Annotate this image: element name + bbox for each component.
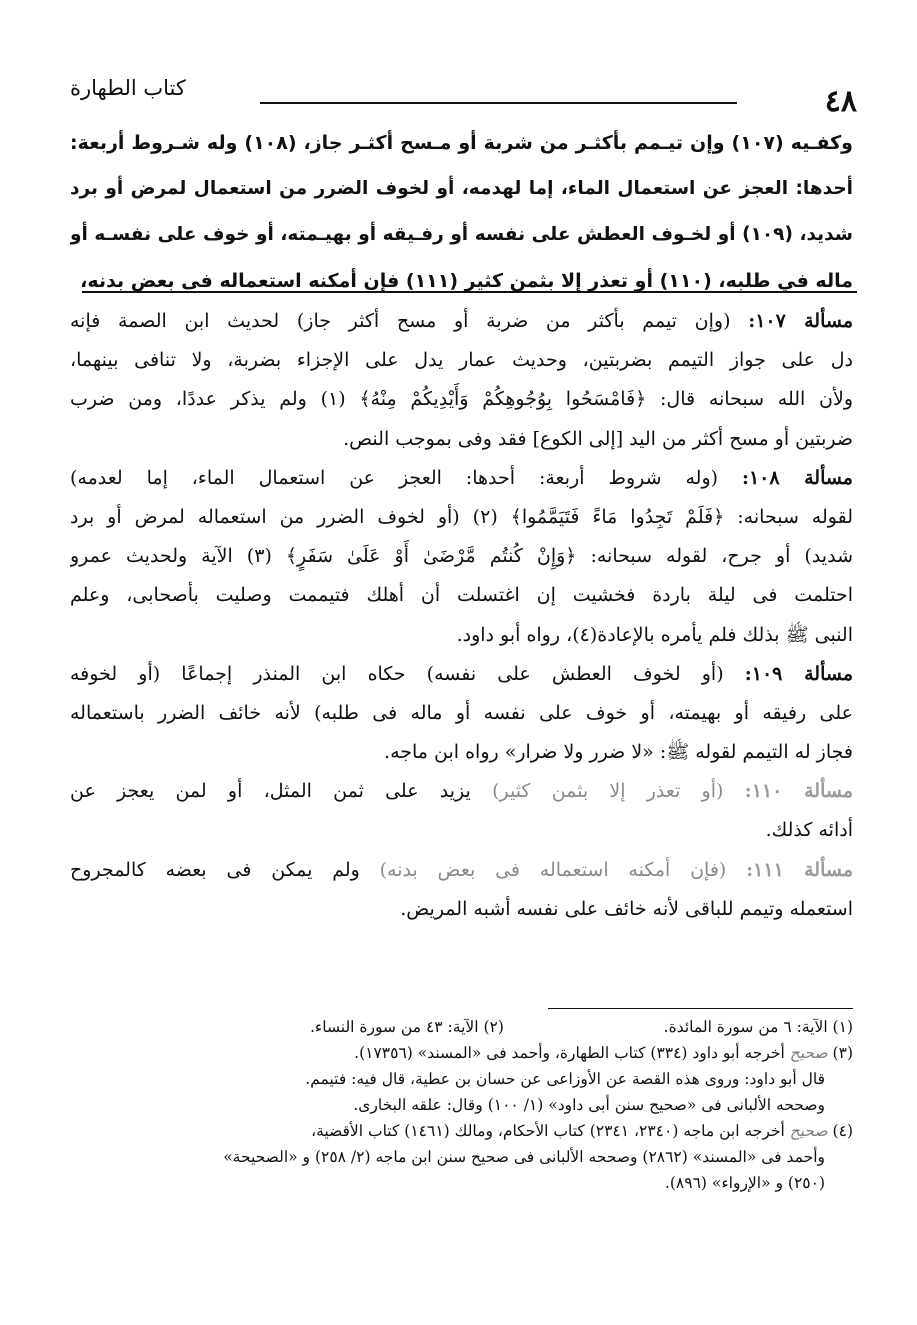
issue-first-line xyxy=(70,302,853,341)
issue-111 xyxy=(70,851,853,929)
issue-label: مسألة ١٠٩: xyxy=(744,662,853,685)
issue-text: ولم يمكن فى بعضه كالمجروح xyxy=(70,858,360,881)
page-number: ٤٨ xyxy=(824,84,857,119)
page-header xyxy=(70,70,857,119)
issue-line: شديد) أو جرح، لقوله سبحانه: ﴿وَإِنْ كُنتُم مَّرْضَىٰ أَوْ عَلَىٰ سَفَرٍ﴾ (٣) الآية ولحديث عمرو xyxy=(70,545,853,568)
matn-separator xyxy=(82,291,857,293)
issue-label: مسألة ١١٠: xyxy=(744,780,853,803)
issue-text: (وإن تيمم بأكثر من ضربة أو مسح أكثر جاز) لحديث ابن الصمة فإنه xyxy=(70,310,731,332)
footnote-number: (٤) xyxy=(832,1122,853,1140)
footnote-3-line: قال أبو داود: وروى هذه القصة عن الأوزاعى عن حسان بن عطية، قال فيه: فتيمم. xyxy=(305,1070,825,1088)
issue-first-line xyxy=(70,772,853,811)
issue-line: على رفيقه أو بهيمته، أو خوف على نفسه أو ماله فى طلبه) لأنه خائف الضرر باستعماله xyxy=(70,701,853,724)
issue-label: مسألة ١٠٧: xyxy=(748,310,853,332)
issue-line: احتلمت فى ليلة باردة فخشيت إن اغتسلت أن أهلك فتيممت وصليت بأصحابى، وعلم xyxy=(70,584,853,607)
issue-107 xyxy=(70,302,853,459)
footnote-separator xyxy=(548,1008,853,1009)
issue-line: أدائه كذلك. xyxy=(765,819,853,842)
issue-line: النبى ﷺ بذلك فلم يأمره بالإعادة(٤)، رواه أبو داود. xyxy=(456,623,853,646)
footnote-text: أخرجه ابن ماجه (٢٣٤٠، ٢٣٤١) كتاب الأحكام، ومالك (١٤٦١) كتاب الأقضية، xyxy=(311,1122,785,1140)
footnote-4-line: وأحمد فى «المسند» (٢٨٦٢) وصححه الألبانى فى صحيح سنن ابن ماجه (٢/ ٢٥٨) و «الصحيحة» xyxy=(223,1148,825,1166)
grade-stamp: صحيح xyxy=(789,1044,828,1062)
footnote-4 xyxy=(70,1118,853,1144)
issue-109 xyxy=(70,655,853,773)
matn-line: ماله في طلبه، (١١٠) أو تعذر إلا بثمن كثير (١١١) فإن أمكنه استعماله فى بعض بدنه، xyxy=(80,270,853,292)
issue-line: ضربتين أو مسح أكثر من اليد [إلى الكوع] فقد وفى بموجب النص. xyxy=(343,427,853,450)
footnote-2: (٢) الآية: ٤٣ من سورة النساء. xyxy=(310,1018,504,1036)
issue-110 xyxy=(70,772,853,850)
issue-first-line xyxy=(70,655,853,694)
matn-line: أحدها: العجز عن استعمال الماء، إما لهدمه، أو لخوف الضرر من استعمال لمرض أو برد xyxy=(70,178,853,199)
matn-text xyxy=(70,120,853,304)
issue-line: استعمله وتيمم للباقى لأنه خائف على نفسه أشبه المريض. xyxy=(400,897,853,920)
issue-line: دل على جواز التيمم بضربتين، وحديث عمار يدل على الإجزاء بضربة، ولا تنافى بينهما، xyxy=(70,349,853,372)
issue-text: يزيد على ثمن المثل، أو لمن يعجز عن xyxy=(70,780,471,803)
footnote-pair xyxy=(70,1014,853,1040)
footnote-number: (٣) xyxy=(832,1044,853,1062)
issue-faded-quote: (أو تعذر إلا بثمن كثير) xyxy=(492,780,724,803)
issue-line: لقوله سبحانه: ﴿فَلَمْ تَجِدُوا مَاءً فَتَيَمَّمُوا﴾ (٢) (أو لخوف الضرر من استعماله لمرض أو برد xyxy=(70,505,853,528)
book-title: كتاب الطهارة xyxy=(70,76,186,100)
issue-text: (أو لخوف العطش على نفسه) حكاه ابن المنذر إجماعًا (أو لخوفه xyxy=(70,662,724,685)
issue-label: مسألة ١١١: xyxy=(746,858,853,881)
header-rule xyxy=(260,102,737,104)
issue-first-line xyxy=(70,851,853,890)
issue-faded-quote: (فإن أمكنه استعماله فى بعض بدنه) xyxy=(379,858,727,881)
commentary xyxy=(70,302,853,929)
issue-label: مسألة ١٠٨: xyxy=(741,466,853,489)
footnote-1: (١) الآية: ٦ من سورة المائدة. xyxy=(663,1018,853,1036)
footnotes xyxy=(70,1014,853,1196)
issue-line: فجاز له التيمم لقوله ﷺ: «لا ضرر ولا ضرار» رواه ابن ماجه. xyxy=(384,741,853,764)
matn-line: وكفـيه (١٠٧) وإن تيـمم بأكثـر من شربة أو مـسح أكثـر جاز، (١٠٨) وله شـروط أربعة: xyxy=(70,132,853,154)
issue-text: (وله شروط أربعة: أحدها: العجز عن استعمال الماء، إما لعدمه) xyxy=(70,466,719,489)
matn-line: شديد، (١٠٩) أو لخـوف العطش على نفسه أو رفـيقه أو بهيـمته، أو خوف على نفسـه أو xyxy=(70,224,853,245)
grade-stamp: صحيح xyxy=(789,1122,828,1140)
footnote-3-line: وصححه الألبانى فى «صحيح سنن أبى داود» (١/ ١٠٠) وقال: علقه البخارى. xyxy=(353,1096,825,1114)
issue-first-line xyxy=(70,459,853,498)
footnote-4-line: (٢٥٠) و «الإرواء» (٨٩٦). xyxy=(664,1174,825,1192)
footnote-3 xyxy=(70,1040,853,1066)
footnote-text: أخرجه أبو داود (٣٣٤) كتاب الطهارة، وأحمد فى «المسند» (١٧٣٥٦). xyxy=(354,1044,785,1062)
issue-line: ولأن الله سبحانه قال: ﴿فَامْسَحُوا بِوُجُوهِكُمْ وَأَيْدِيكُمْ مِنْهُ﴾ (١) ولم يذكر عددًا، ومن ضرب xyxy=(70,388,853,411)
issue-108 xyxy=(70,459,853,655)
